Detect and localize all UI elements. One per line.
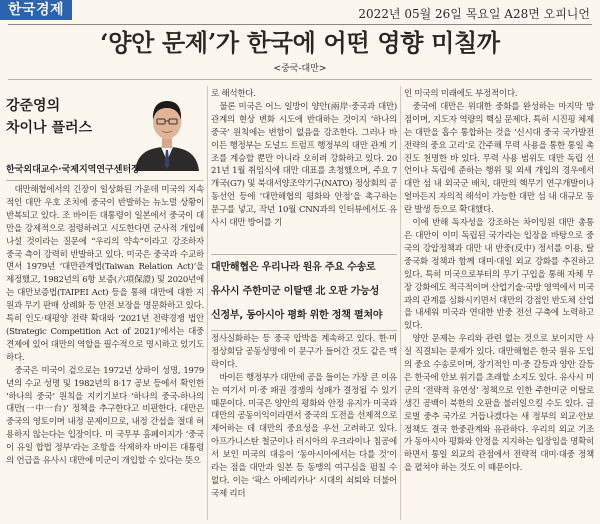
pull-quote-bottom-rule bbox=[211, 330, 397, 331]
byline-divider bbox=[6, 180, 204, 181]
top-divider bbox=[8, 24, 592, 25]
pull-quote bbox=[211, 256, 397, 328]
article-paragraph: 인 미국의 미래에도 부정적이다. bbox=[404, 89, 518, 99]
article-paragraph: 바이든 행정부가 대만에 공을 들이는 가장 큰 이유는 여기서 미·중 패권 경쟁의 성패가 결정될 수 있기 때문이다. 미국은 양안의 평화와 안정 유지가 미국과 대만의 공동이익이라면서 중국의 도전을 선제적으로 제어하는 데 대만의 중요성을 우선 고려하고 있다. 아프가니스탄 철군이나 러시아의 우크라이나 침공에서 보인 미국의 대응이 ‘동아시아에서는 다를 것’이라는 점을 대만과 일본 등 동맹의 여구심을 펌칠 수 없다. 이는 ‘팍스 아메리카나’ 시대의 쇠퇴와 더불어 국제 리더 bbox=[211, 372, 397, 499]
article-column-2-bottom bbox=[211, 333, 397, 522]
pull-quote-line: 신정부, 동아시아 평화 위한 정책 펼쳐야 bbox=[211, 310, 383, 321]
pull-quote-line: 대만해협은 우리나라 원유 주요 수송로 bbox=[211, 262, 376, 273]
newspaper-logo: 한국경제 bbox=[0, 0, 72, 20]
author-photo bbox=[133, 87, 201, 171]
article-column-3 bbox=[404, 88, 594, 522]
author-byline: 한국외대교수·국제지역연구센터장 bbox=[6, 165, 140, 175]
article-paragraph: 중국은 미국이 겉으로는 1972년 상하이 성명, 1979년의 수교 성명 및 1982년의 8·17 공보 등에서 확인한 ‘하나의 중국’ 원칙을 지키기보다 ‘하나의 중국-하나의 대만(一中一台)’ 정책을 추구한다고 비판한다. 대만은 중국의 영토이며 내정 문제이므로, 내정 간섭을 절대 허용하지 않는다는 입장이다. 미 국무부 홈페이지가 ‘중국이 유일 합법 정부’라는 조항을 삭제하자 바이든 대통령의 언급을 유사시 대만에 미군이 개입할 수 있다는 뜻으 bbox=[6, 365, 204, 467]
column-divider bbox=[207, 86, 208, 520]
subheadline: <중국-대만> bbox=[273, 64, 327, 74]
column-name-author: 강준영의 bbox=[6, 98, 61, 114]
column-divider bbox=[400, 86, 401, 520]
headline-divider bbox=[8, 79, 592, 80]
article-column-1 bbox=[6, 184, 204, 522]
article-paragraph: 이에 반해 독자성을 강조하는 차이잉원 대만 총통은 대만이 이미 독립된 국가라는 입장을 바탕으로 중국의 강압정책과 대만 내 반중(反中) 정서를 이용, 탈중국화 정책과 함께 대미·대일 외교 강화를 추진하고 있다. 특히 미국으로부터의 무기 구입을 통해 자체 무장 강화에도 적극적이며 산업기술·국방 영역에서 미국과의 관계를 심화시키면서 대만의 강점인 반도체 산업을 내세워 미국과 연대한 반중 전선 구축에 노력하고 있다. bbox=[404, 218, 594, 332]
article-paragraph: 대만해협에서의 긴장이 일상화된 가운데 미국의 지속적인 대만 우호 조치에 중국이 반발하는 뉴노멀 상황이 반복되고 있다. 조 바이든 대통령이 일본에서 중국이 대만을 강제적으로 점령하려고 시도한다면 군사적 개입에 나설 것이라는 질문에 “우리의 약속”이라고 강조하자 중국 측이 강력히 반발하고 있다. 미국은 중국과 수교하면서 1979년 ‘대만관계법(Taiwan Relation Act)’을 제정했고, 1982년의 6항 보증(六項保證) 및 2020년에는 대만보증법(TAIPEI Act) 등을 통해 대만에 대한 지원과 무기 판매 상례화 등 안전 보장을 명문화하고 있다. 특히 인도·태평양 전략 확대와 ‘2021년 전략경쟁 법안(Strategic Competition Act of 2021)’에서는 대중 견제에 있어 대만의 역할을 필수적으로 명시하고 있기도 하다. bbox=[6, 185, 204, 363]
article-paragraph: 정사실화하는 등 중국 압박을 계속하고 있다. 한·미 정상회담 공동성명에 이 문구가 들어간 것도 같은 맥락이다. bbox=[211, 334, 397, 370]
headline: ‘양안 문제’가 한국에 어떤 영향 미칠까 bbox=[100, 28, 500, 57]
article-paragraph: 양안 문제는 우리와 관련 없는 것으로 보이지만 사실 직결되는 문제가 있다. 대만해협은 한국 원유 도입의 중요 수송로이며, 장기적인 미·중 갈등과 양안 갈등은 한국에 안보 위기를 초래할 소지도 있다. 유사시 미군의 ‘전략적 유연성’ 정책으로 인한 주한미군 이탈로 생긴 공백이 북한의 오판을 불러일으킬 수도 있다. 글로벌 중추 국가로 거듭나겠다는 새 정부의 외교·안보 정책도 결국 한중관계와 유관하다. 우리의 외교 기조가 동아시아 평화와 안정을 지지하는 입장임을 명확히 하면서 통일 외교의 관점에서 전략적 대미·대중 정책을 펼쳐야 하는 것도 이 때문이다. bbox=[404, 334, 594, 474]
article-paragraph: 물론 미국은 어느 일방이 양안(兩岸·중국과 대만) 관계의 현상 변화 시도에 반대하는 것이지 ‘하나의 중국’ 원칙에는 변함이 없음을 강조한다. 그러나 바이든 행정부는 도널드 트럼프 행정부의 대만 관계 기조를 계승할 뿐만 아니라 오히려 강화하고 있다. 2021년 1월 취임식에 대만 대표를 초청했으며, 주요 7개국(G7) 및 북대서양조약기구(NATO) 정상회의 공동선언 등에 ‘대만해협의 평화와 안정’을 촉구하는 문구를 넣고, 작년 10월 CNN과의 인터뷰에서도 유사시 대만 방어를 기 bbox=[211, 101, 397, 229]
article-column-2-top bbox=[211, 88, 397, 250]
article-paragraph: 중국에 대만은 위대한 중화를 완성하는 마지막 방점이며, 지도자 역량의 핵심 문제다. 특히 시진핑 체제는 대만을 흡수 통합하는 것을 ‘신시대 중국 국가발전 전략의 중요 고리’로 간주해 무력 사용을 통한 통일 촉진도 천명한 바 있다. 무력 사용 범위도 대만 독립 선언이나 독립에 준하는 행위 및 외세 개입의 경우에서 대만 섬 내 외국군 배치, 대만의 핵무기 연구개발이나 얼마든지 자의적 해석이 가능한 대만 섬 내 대규모 동란 발생 등으로 확대했다. bbox=[404, 101, 594, 216]
column-name-title: 차이나 플러스 bbox=[6, 120, 93, 136]
dateline: 2022년 05월 26일 목요일 A28면 오피니언 bbox=[358, 7, 590, 21]
article-paragraph: 로 해석한다. bbox=[211, 89, 256, 99]
pull-quote-top-rule bbox=[211, 254, 397, 255]
column-name bbox=[6, 95, 92, 139]
pull-quote-line: 유사시 주한미군 이탈땐 北 오판 가능성 bbox=[211, 286, 380, 297]
